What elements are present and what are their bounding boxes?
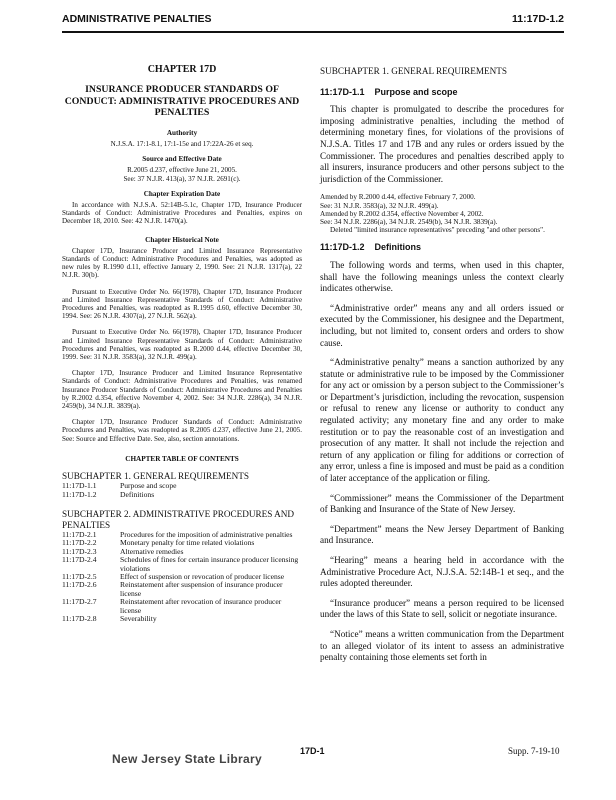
amendment-note: See: 31 N.J.R. 3583(a), 32 N.J.R. 499(a). <box>320 201 439 210</box>
toc-heading: CHAPTER TABLE OF CONTENTS <box>125 454 239 463</box>
subchapter-heading: SUBCHAPTER 1. GENERAL REQUIREMENTS <box>320 66 507 76</box>
section-paragraph: This chapter is promulgated to describe the procedures for imposing administrative penalties, including the method of determining monetary fines, for violations of the provisions of N.J.S.A. Titles 17 and 17B and any rules or orders issued by the Commissioner. The procedures and penalties described apply to all insurers, insurance producers and other persons subject to the jurisdiction of the Commissioner. <box>320 104 564 184</box>
definition-paragraph: “Administrative penalty” means a sanction authorized by any statute or administrative rule to be imposed by the Commissioner for any act or omission by a person subject to the Commissioner’s or Department’s jurisdiction, including the revocation, suspension or refusal to renew any license or authority to conduct any regulated activity; any monetary fine and any order to make restitution or to pay the reasonable cost of an investigation and prosecution of any matter. It shall not include the rejection and return of any application or filing for additions or correction of any error, unless a fine is imposed and must be paid as a condition of later acceptance of the application or filing. <box>320 357 564 484</box>
supplement-date: Supp. 7-19-10 <box>508 746 560 756</box>
definition-paragraph: “Hearing” means a hearing held in accordance with the Administrative Procedure Act, N.J.S.A. 52:14B-1 et seq., and the rules adopted thereunder. <box>320 555 564 589</box>
right-column <box>320 66 564 672</box>
history-note: Chapter 17D, Insurance Producer Standards of Conduct: Administrative Procedures and Penalties, was readopted as R.2005 d.237, effective June 21, 2005. See: Source and Effective Date. See, also, section annotations. <box>62 418 302 443</box>
toc-item[interactable]: 11:17D-2.7 Reinstatement after revocation of insurance producer license <box>62 597 282 615</box>
chapter-title: INSURANCE PRODUCER STANDARDS OF CONDUCT: ADMINISTRATIVE PROCEDURES AND PENALTIES <box>64 84 300 119</box>
toc-subchapter-1: SUBCHAPTER 1. GENERAL REQUIREMENTS <box>62 471 249 481</box>
history-note: Pursuant to Executive Order No. 66(1978), Chapter 17D, Insurance Producer and Limited Insurance Representative Standards of Conduct: Administrative Procedures and Penalties, was readopted as R.1995 d.60, effective December 30, 1994. See: 26 N.J.R. 4307(a), 27 N.J.R. 562(a). <box>62 287 302 321</box>
history-note: Pursuant to Executive Order No. 66(1978), Chapter 17D, Insurance Producer and Limited Insurance Representative Standards of Conduct: Administrative Procedures and Penalties, was readopted as R.2000 d.44, effective December 30, 1999. See: 31 N.J.R. 3583(a), 32 N.J.R. 499(a). <box>62 328 302 361</box>
toc-item[interactable]: 11:17D-1.2 Definitions <box>62 489 155 499</box>
definition-paragraph: “Insurance producer” means a person required to be licensed under the laws of this State to sell, solicit or negotiate insurance. <box>320 597 564 620</box>
toc-subchapter-2: SUBCHAPTER 2. ADMINISTRATIVE PROCEDURES AND PENALTIES <box>62 509 295 530</box>
amendment-note: Deleted "limited insurance representatives" preceding "and other persons". <box>330 226 545 235</box>
page-footer <box>0 744 616 784</box>
toc-item[interactable]: 11:17D-2.4 Schedules of fines for certain insurance producer licensing violations <box>62 555 299 573</box>
expiration-text: In accordance with N.J.S.A. 52:14B-5.1c, Chapter 17D, Insurance Producer Standards of Conduct: Administrative Procedures and Penalties, expires on December 18, 2010. See: 42 N.J.R. 1470(a). <box>62 200 302 226</box>
amendment-note: See: 34 N.J.R. 2286(a), 34 N.J.R. 2549(b), 34 N.J.R. 3839(a). <box>320 217 498 226</box>
definition-paragraph: The following words and terms, when used in this chapter, shall have the following meanings unless the context clearly indicates otherwise. <box>320 259 564 294</box>
source-heading: Source and Effective Date <box>142 155 222 164</box>
toc-item[interactable]: 11:17D-2.6 Reinstatement after suspension of insurance producer license <box>62 580 283 598</box>
history-note: Chapter 17D, Insurance Producer and Limited Insurance Representative Standards of Conduct: Administrative Procedures and Penalties, was adopted as new rules by R.1990 d.11, effective January 2, 1990. See: 21 N.J.R. 1317(a), 22 N.J.R. 30(b). <box>62 246 302 280</box>
definition-paragraph: “Administrative order” means any and all orders issued or executed by the Commissioner, his designee and the Department, including, but not limited to, consent orders and orders to show cause. <box>320 302 564 348</box>
header-title: ADMINISTRATIVE PENALTIES <box>62 13 212 25</box>
history-heading: Chapter Historical Note <box>145 235 219 244</box>
toc-item[interactable]: 11:17D-2.8 Severability <box>62 614 157 624</box>
toc-item[interactable]: 11:17D-1.1 Purpose and scope <box>62 481 177 491</box>
toc-item[interactable]: 11:17D-2.2 Monetary penalty for time related violations <box>62 538 255 548</box>
section-heading: 11:17D-1.1 Purpose and scope <box>320 86 458 97</box>
history-note: Chapter 17D, Insurance Producer and Limited Insurance Representative Standards of Conduct: Administrative Procedures and Penalties, was renamed Insurance Producer Standards of Conduct: Administrative Procedures and Penalties by R.2002 d.354, effective November 4, 2002. See: 34 N.J.R. 2286(a), 34 N.J.R. 2459(b), 34 N.J.R. 3839(a). <box>62 369 302 410</box>
section-heading: 11:17D-1.2 Definitions <box>320 242 422 253</box>
toc-item[interactable]: 11:17D-2.5 Effect of suspension or revocation of producer license <box>62 572 285 582</box>
running-header <box>62 13 564 33</box>
library-stamp: New Jersey State Library <box>112 752 262 766</box>
toc-item[interactable]: 11:17D-2.1 Procedures for the imposition of administrative penalties <box>62 530 293 540</box>
page-number: 17D-1 <box>300 746 325 756</box>
left-column <box>62 66 302 624</box>
amendment-note: Amended by R.2002 d.354, effective November 4, 2002. <box>320 209 484 218</box>
definition-paragraph: “Notice” means a written communication from the Department to an alleged violator of its intent to assess an administrative penalty containing those elements set forth in <box>320 628 564 663</box>
authority-text: N.J.S.A. 17:1-8.1, 17:1-15e and 17:22A-26 et seq. <box>110 139 254 148</box>
source-text-1: R.2005 d.237, effective June 21, 2005. <box>127 166 237 175</box>
toc-item[interactable]: 11:17D-2.3 Alternative remedies <box>62 546 184 556</box>
expiration-heading: Chapter Expiration Date <box>143 189 221 198</box>
chapter-number: CHAPTER 17D <box>147 64 217 75</box>
authority-heading: Authority <box>166 128 198 137</box>
source-text-2: See: 37 N.J.R. 413(a), 37 N.J.R. 2691(c). <box>123 174 241 183</box>
header-section: 11:17D-1.2 <box>512 13 564 25</box>
amendment-note: Amended by R.2000 d.44, effective February 7, 2000. <box>320 193 476 202</box>
definition-paragraph: “Commissioner” means the Commissioner of the Department of Banking and Insurance of the State of New Jersey. <box>320 492 564 515</box>
definition-paragraph: “Department” means the New Jersey Department of Banking and Insurance. <box>320 523 564 546</box>
